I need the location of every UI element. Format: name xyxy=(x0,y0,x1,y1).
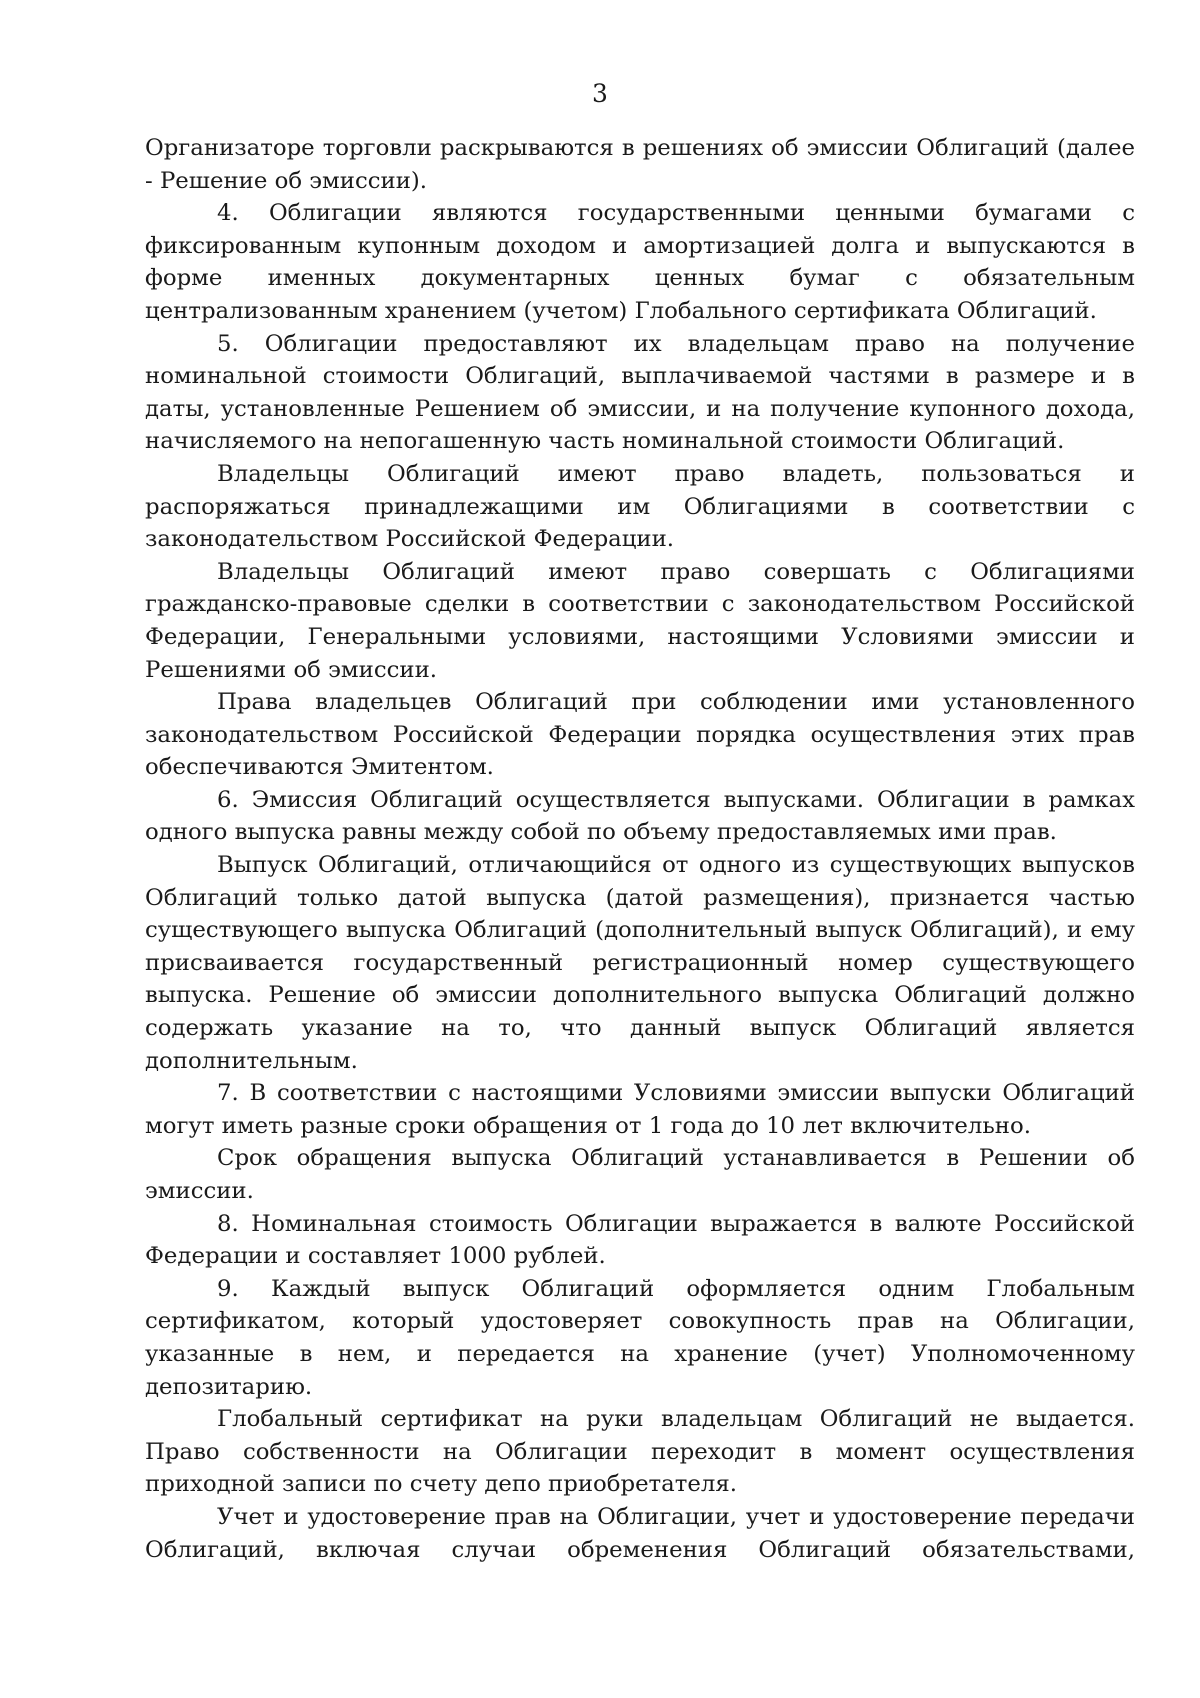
paragraph-accounting: Учет и удостоверение прав на Облигации, учет и удостоверение передачи Облигаций, включая случаи обременения Облигаций обязательствами, xyxy=(145,1503,1135,1563)
document-body xyxy=(145,132,1135,1566)
paragraph-item-7: 7. В соответствии с настоящими Условиями эмиссии выпуски Облигаций могут иметь разные сроки обращения от 1 года до 10 лет включительно. xyxy=(145,1080,1135,1139)
paragraph-owners-rights: Владельцы Облигаций имеют право владеть, пользоваться и распоряжаться принадлежащими им Облигациями в соответствии с законодательством Российской Федерации. xyxy=(145,460,1135,553)
paragraph-rights-ensured: Права владельцев Облигаций при соблюдении ими установленного законодательством Российской Федерации порядка осуществления этих прав обеспечиваются Эмитентом. xyxy=(145,689,1135,781)
paragraph-item-9: 9. Каждый выпуск Облигаций оформляется одним Глобальным сертификатом, который удостоверяет совокупность прав на Облигации, указанные в нем, и передается на хранение (учет) Уполномоченному депозитарию. xyxy=(145,1275,1135,1400)
paragraph-owners-transactions: Владельцы Облигаций имеют право совершать с Облигациями гражданско-правовые сделки в соответствии с законодательством Российской Федерации, Генеральными условиями, настоящими Условиями эмиссии и Решениями об эмиссии. xyxy=(145,558,1135,683)
paragraph-item-8: 8. Номинальная стоимость Облигации выражается в валюте Российской Федерации и составляет 1000 рублей. xyxy=(145,1210,1135,1270)
paragraph-continuation: Организаторе торговли раскрываются в решениях об эмиссии Облигаций (далее - Решение об эмиссии). xyxy=(145,135,1135,194)
paragraph-circulation-term: Срок обращения выпуска Облигаций устанавливается в Решении об эмиссии. xyxy=(145,1145,1135,1204)
paragraph-item-5: 5. Облигации предоставляют их владельцам право на получение номинальной стоимости Облигаций, выплачиваемой частями в размере и в даты, установленные Решением об эмиссии, и на получение купонного дохода, начисляемого на непогашенную часть номинальной стоимости Облигаций. xyxy=(145,330,1135,455)
paragraph-additional-issue: Выпуск Облигаций, отличающийся от одного из существующих выпусков Облигаций только датой выпуска (датой размещения), признается частью существующего выпуска Облигаций (дополнительный выпуск Облигаций), и ему присваивается государственный регистрационный номер существующего выпуска. Решение об эмиссии дополнительного выпуска Облигаций должно содержать указание на то, что данный выпуск Облигаций является дополнительным. xyxy=(145,852,1135,1074)
paragraph-item-4: 4. Облигации являются государственными ценными бумагами с фиксированным купонным доходом и амортизацией долга и выпускаются в форме именных документарных ценных бумаг с обязательным централизованным хранением (учетом) Глобального сертификата Облигаций. xyxy=(145,200,1135,324)
paragraph-item-6: 6. Эмиссия Облигаций осуществляется выпусками. Облигации в рамках одного выпуска равны между собой по объему предоставляемых ими прав. xyxy=(145,786,1135,846)
page-number: 3 xyxy=(592,79,608,108)
paragraph-global-certificate: Глобальный сертификат на руки владельцам Облигаций не выдается. Право собственности на Облигации переходит в момент осуществления приходной записи по счету депо приобретателя. xyxy=(145,1406,1135,1498)
